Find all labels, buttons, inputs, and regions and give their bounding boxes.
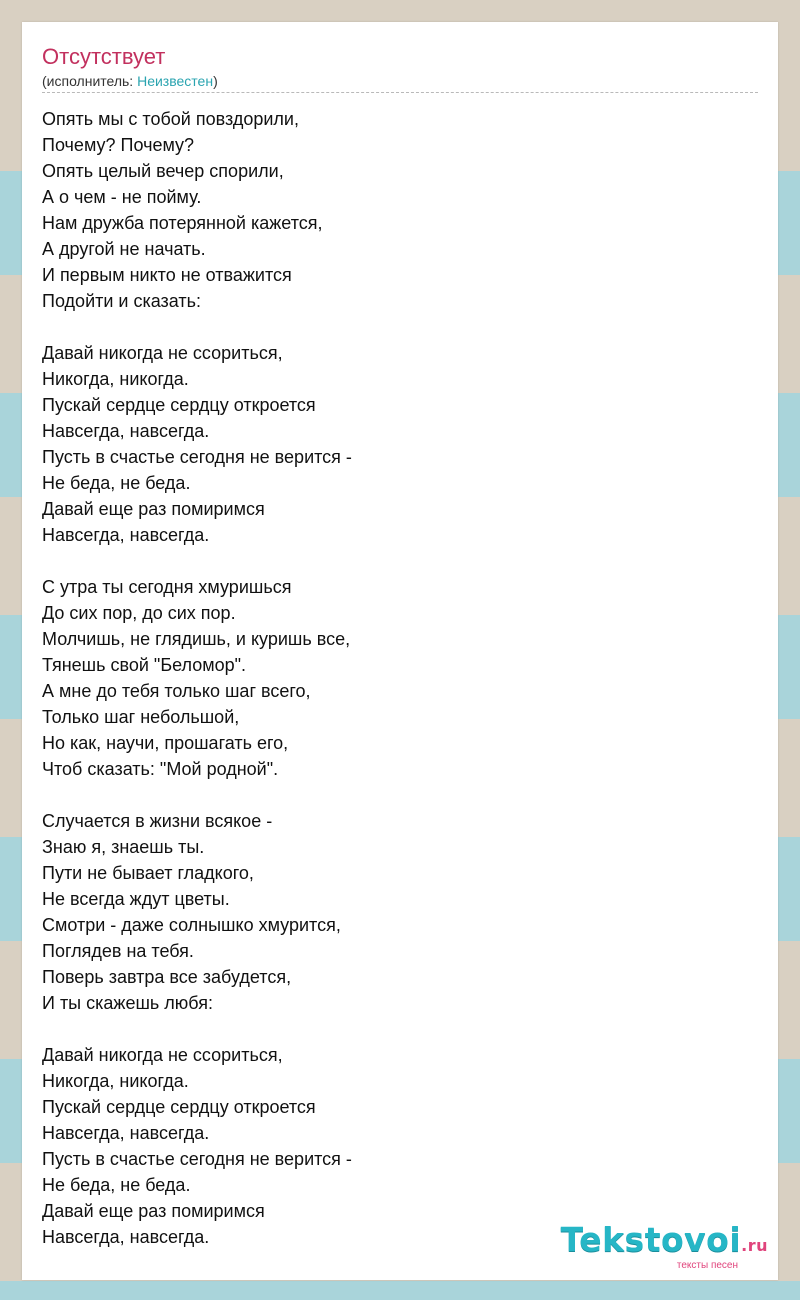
song-title: Отсутствует: [42, 44, 166, 69]
lyrics-line: Навсегда, навсегда.: [42, 525, 210, 545]
lyrics-line: И ты скажешь любя:: [42, 993, 213, 1013]
lyrics-line: Никогда, никогда.: [42, 369, 189, 389]
lyrics-stanza-gap: [42, 548, 758, 574]
lyrics-line: Не беда, не беда.: [42, 473, 191, 493]
lyrics-line: Пускай сердце сердцу откроется: [42, 1097, 316, 1117]
lyrics-line: И первым никто не отважится: [42, 265, 292, 285]
lyrics-body: [42, 106, 758, 1250]
lyrics-line: А мне до тебя только шаг всего,: [42, 681, 311, 701]
lyrics-line: Опять мы с тобой повздорили,: [42, 109, 299, 129]
lyrics-line: А другой не начать.: [42, 239, 206, 259]
lyrics-line: Только шаг небольшой,: [42, 707, 240, 727]
lyrics-stanza-gap: [42, 1016, 758, 1042]
lyrics-line: Тянешь свой "Беломор".: [42, 655, 247, 675]
lyrics-line: Поверь завтра все забудется,: [42, 967, 292, 987]
lyrics-line: Подойти и сказать:: [42, 291, 202, 311]
lyrics-line: Опять целый вечер спорили,: [42, 161, 284, 181]
lyrics-stanza-gap: [42, 314, 758, 340]
artist-prefix: (исполнитель:: [42, 73, 138, 89]
lyrics-line: Пускай сердце сердцу откроется: [42, 395, 316, 415]
lyrics-line: До сих пор, до сих пор.: [42, 603, 236, 623]
lyrics-line: Случается в жизни всякое -: [42, 811, 273, 831]
logo-tld: .ru: [741, 1236, 768, 1255]
lyrics-line: Знаю я, знаешь ты.: [42, 837, 205, 857]
lyrics-line: Чтоб сказать: "Мой родной".: [42, 759, 279, 779]
lyrics-line: Нам дружба потерянной кажется,: [42, 213, 323, 233]
lyrics-line: Не беда, не беда.: [42, 1175, 191, 1195]
lyrics-line: Никогда, никогда.: [42, 1071, 189, 1091]
lyrics-stanza-gap: [42, 782, 758, 808]
lyrics-card: [22, 22, 778, 1280]
lyrics-line: Давай никогда не ссориться,: [42, 1045, 283, 1065]
lyrics-line: Навсегда, навсегда.: [42, 1123, 210, 1143]
artist-line: [42, 72, 218, 90]
lyrics-line: Давай никогда не ссориться,: [42, 343, 283, 363]
artist-suffix: ): [213, 73, 218, 89]
title-divider: [42, 92, 758, 93]
logo-tagline: тексты песен: [676, 1260, 738, 1271]
lyrics-line: Давай еще раз помиримся: [42, 499, 265, 519]
lyrics-line: Но как, научи, прошагать его,: [42, 733, 289, 753]
lyrics-line: Не всегда ждут цветы.: [42, 889, 230, 909]
logo-wordmark: [560, 1220, 768, 1263]
lyrics-line: С утра ты сегодня хмуришься: [42, 577, 292, 597]
lyrics-line: Давай еще раз помиримся: [42, 1201, 265, 1221]
lyrics-line: Пусть в счастье сегодня не верится -: [42, 447, 352, 467]
lyrics-line: Пусть в счастье сегодня не верится -: [42, 1149, 352, 1169]
site-logo[interactable]: [560, 1220, 768, 1272]
artist-link[interactable]: Неизвестен: [137, 73, 214, 89]
lyrics-line: Навсегда, навсегда.: [42, 421, 210, 441]
logo-name: Tekstovoi: [560, 1220, 742, 1259]
lyrics-line: Поглядев на тебя.: [42, 941, 194, 961]
lyrics-line: Молчишь, не глядишь, и куришь все,: [42, 629, 351, 649]
lyrics-line: Пути не бывает гладкого,: [42, 863, 254, 883]
lyrics-line: А о чем - не пойму.: [42, 187, 202, 207]
lyrics-line: Почему? Почему?: [42, 135, 195, 155]
lyrics-line: Смотри - даже солнышко хмурится,: [42, 915, 341, 935]
lyrics-line: Навсегда, навсегда.: [42, 1227, 210, 1247]
